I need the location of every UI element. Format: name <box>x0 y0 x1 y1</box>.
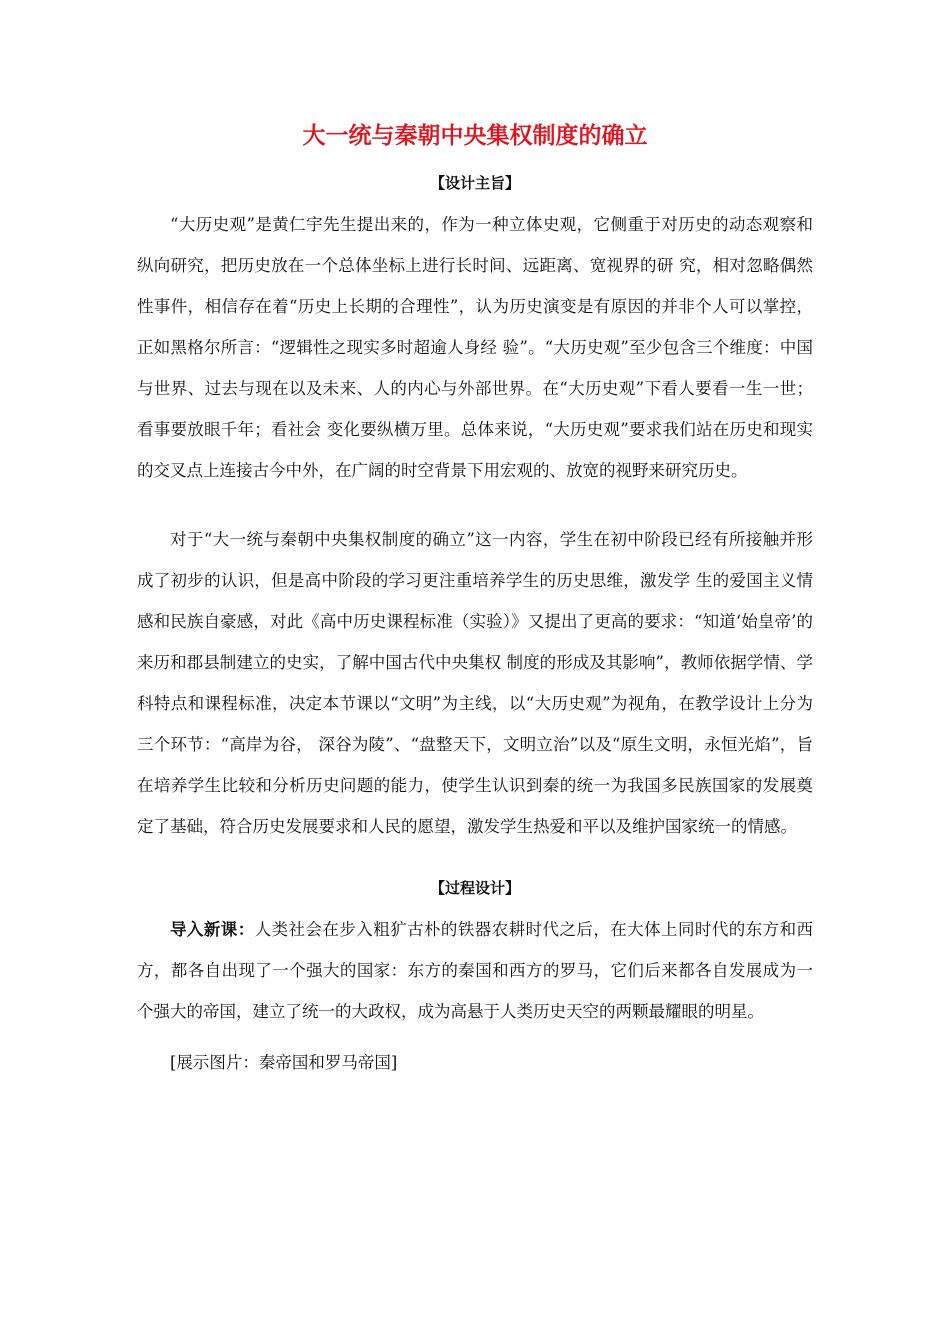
paragraph-lesson-intro <box>137 909 813 1032</box>
document-title: 大一统与秦朝中央集权制度的确立 <box>302 123 648 149</box>
section-heading-process-design: 【过程设计】 <box>429 879 520 897</box>
spacer <box>137 847 813 877</box>
document-page <box>137 118 813 1083</box>
image-display-note: [展示图片：秦帝国和罗马帝国] <box>170 1053 398 1072</box>
intro-label: 导入新课： <box>170 920 255 939</box>
section-heading-design-purpose: 【设计主旨】 <box>429 174 520 192</box>
paragraph-big-history-view: “大历史观”是黄仁宇先生提出来的，作为一种立体史观，它侧重于对历史的动态观察和纵向研究，把历史放在一个总体坐标上进行长时间、远距离、宽视界的研 究，相对忽略偶然性事件，相信存在着“历史上长期的合理性”，认为历史演变是有原因的并非个人可以掌控，正如黑格尔所言：“逻辑性之现实多时超逾人身经 验”。“大历史观”至少包含三个维度：中国与世界、过去与现在以及未来、人的内心与外部世界。在“大历史观”下看人要看一生一世；看事要放眼千年；看社会 变化要纵横万里。总体来说，“大历史观”要求我们站在历史和现实的交叉点上连接古今中外，在广阔的时空背景下用宏观的、放宽的视野来研究历史。 <box>137 215 813 480</box>
spacer <box>137 491 813 519</box>
paragraph-lesson-rationale: 对于“大一统与秦朝中央集权制度的确立”这一内容，学生在初中阶段已经有所接触并形成了初步的认识，但是高中阶段的学习更注重培养学生的历史思维，激发学 生的爱国主义情感和民族自豪感，对此《高中历史课程标准（实验）》又提出了更高的要求：“知道‘始皇帝’的来历和郡县制建立的史实，了解中国古代中央集权 制度的形成及其影响”，教师依据学情、学科特点和课程标准，决定本节课以“文明”为主线，以“大历史观”为视角，在教学设计上分为三个环节：“高岸为谷， 深谷为陵”、“盘整天下，文明立治”以及“原生文明，永恒光焰”，旨在培养学生比较和分析历史问题的能力，使学生认识到秦的统一为我国多民族国家的发展奠 定了基础，符合历史发展要求和人民的愿望，激发学生热爱和平以及维护国家统一的情感。 <box>137 530 813 836</box>
spacer <box>137 1032 813 1042</box>
intro-text: 人类社会在步入粗犷古朴的铁器农耕时代之后，在大体上同时代的东方和西方，都各自出现了一个强大的国家：东方的秦国和西方的罗马，它们后来都各自发展成为一个强大的帝国，建立了统一的大政权，成为高悬于人类历史天空的两颗最耀眼的明星。 <box>137 920 814 1021</box>
spacer <box>137 194 813 204</box>
spacer <box>137 899 813 909</box>
